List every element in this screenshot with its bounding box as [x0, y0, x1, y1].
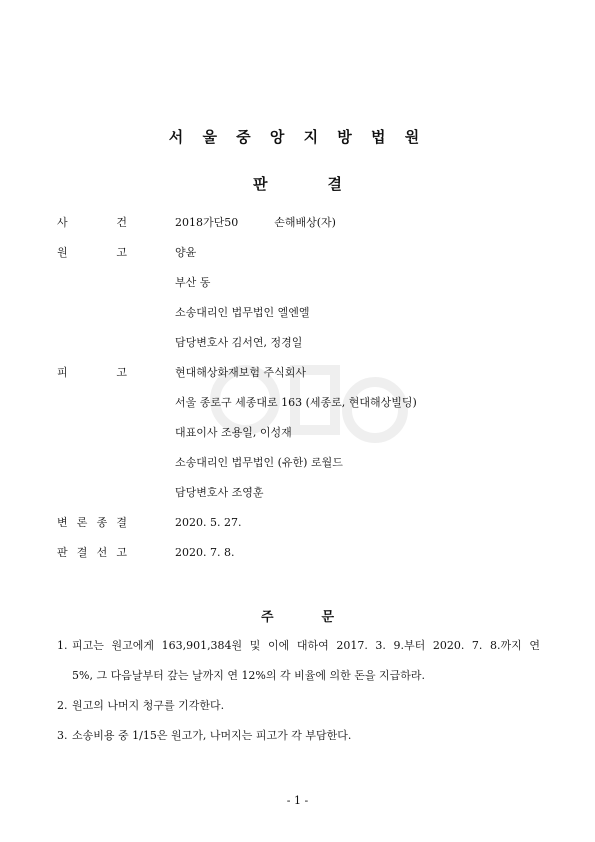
case-number: 2018가단50 [175, 216, 239, 229]
plaintiff-lawyers: 담당변호사 김서연, 정경일 [175, 336, 303, 349]
defendant-row [57, 365, 557, 381]
order-item-2 [57, 698, 547, 714]
plaintiff-lawyer-row [57, 335, 557, 351]
plaintiff-row [57, 245, 557, 261]
defendant-attorney-row [57, 455, 557, 471]
defendant-ceo-row [57, 425, 557, 441]
plaintiff-name: 양윤 [175, 246, 197, 259]
plaintiff-attorney-firm: 소송대리인 법무법인 엘엔엘 [175, 306, 310, 319]
plaintiff-attorney-row [57, 305, 557, 321]
judgment-date-row [57, 545, 557, 561]
judgment-date: 2020. 7. 8. [175, 546, 235, 559]
order-item-1 [57, 638, 547, 654]
document-title [0, 173, 595, 194]
defendant-lawyer: 담당변호사 조영훈 [175, 486, 264, 499]
court-name: 서 울 중 앙 지 방 법 원 [168, 128, 427, 146]
plaintiff-address-row [57, 275, 557, 291]
defendant-address: 서울 종로구 세종대로 163 (세종로, 현대해상빌딩) [175, 396, 417, 409]
document-title-left: 판 [253, 175, 268, 193]
order-item-number: 3. [57, 729, 68, 742]
defendant-attorney-firm: 소송대리인 법무법인 (유한) 로월드 [175, 456, 343, 469]
order-item-3 [57, 728, 547, 744]
hearing-closed-label: 변 론 종 결 [57, 516, 127, 529]
plaintiff-label: 원 고 [57, 246, 127, 259]
page-number: - 1 - [286, 794, 309, 807]
hearing-closed-row [57, 515, 557, 531]
defendant-lawyer-row [57, 485, 557, 501]
document-title-right: 결 [327, 175, 342, 193]
plaintiff-address: 부산 동 [175, 276, 211, 289]
defendant-label: 피 고 [57, 366, 127, 379]
defendant-address-row [57, 395, 557, 411]
order-item-text: 원고의 나머지 청구를 기각한다. [72, 699, 225, 712]
order-item-text: 소송비용 중 1/15은 원고가, 나머지는 피고가 각 부담한다. [72, 729, 352, 742]
defendant-representatives: 대표이사 조용일, 이성재 [175, 426, 292, 439]
hearing-closed-date: 2020. 5. 27. [175, 516, 242, 529]
case-value [175, 215, 336, 231]
order-item-number: 2. [57, 699, 68, 712]
order-item-text: 피고는 원고에게 163,901,384원 및 이에 대하여 2017. 3. 9.부터 2020. 7. 8.까지 연 [72, 639, 540, 652]
case-label: 사 건 [57, 216, 127, 229]
order-item-text-continued: 5%, 그 다음날부터 갚는 날까지 연 12%의 각 비율에 의한 돈을 지급하라. [72, 669, 426, 682]
defendant-name: 현대해상화재보험 주식회사 [175, 366, 307, 379]
case-row [57, 215, 557, 231]
judgment-date-label: 판 결 선 고 [57, 546, 127, 559]
case-claim: 손해배상(자) [274, 216, 336, 229]
order-section-title: 주 문 [260, 610, 335, 625]
order-item-number: 1. [57, 639, 68, 652]
